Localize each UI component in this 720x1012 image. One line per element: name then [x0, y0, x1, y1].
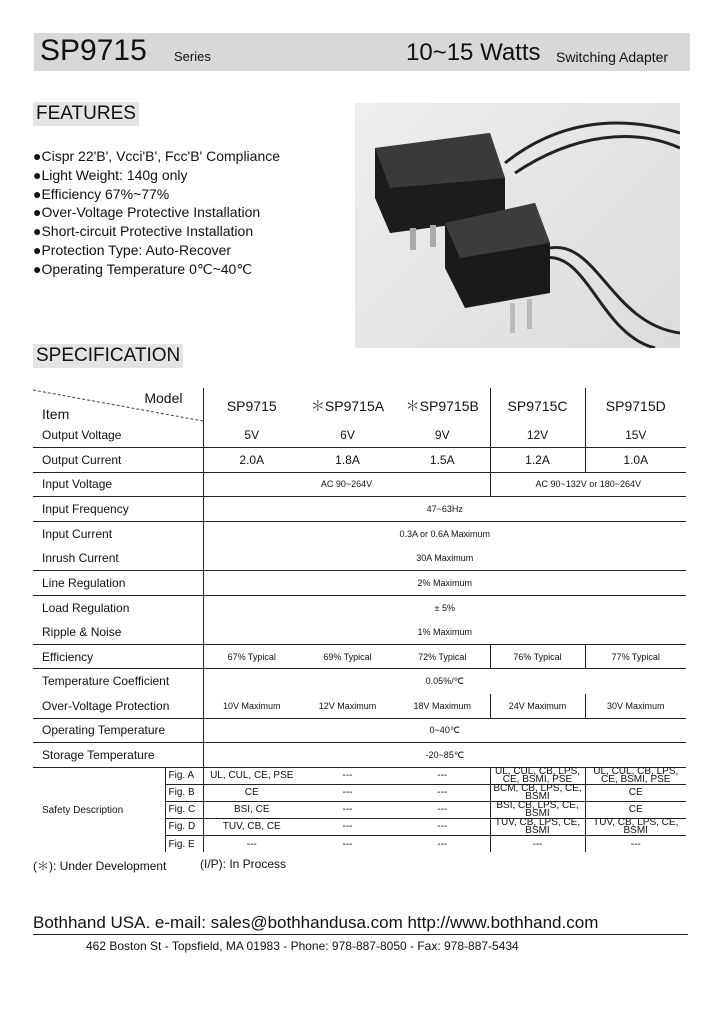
- table-cell: TUV, CB, LPS, CE, BSMI: [490, 818, 585, 835]
- table-cell: Over-Voltage Protection: [33, 694, 203, 719]
- table-cell: BSI, CB, LPS, CE, BSMI: [490, 801, 585, 818]
- table-cell: 1.0A: [585, 448, 686, 473]
- table-cell: CE: [585, 801, 686, 818]
- table-cell: 18V Maximum: [395, 694, 490, 719]
- in-process-note: (I/P): In Process: [200, 857, 287, 871]
- table-cell: 15V: [585, 423, 686, 448]
- model-header: ＊SP9715B: [395, 388, 490, 423]
- model-header: SP9715C: [490, 388, 585, 423]
- table-cell: Output Current: [33, 448, 203, 473]
- feature-item: ● Over-Voltage Protective Installation: [33, 203, 280, 222]
- table-row: [33, 743, 686, 768]
- features-list: [33, 147, 280, 279]
- table-cell: 1.5A: [395, 448, 490, 473]
- table-cell: ---: [490, 835, 585, 852]
- spec-table: [33, 388, 686, 852]
- feature-item: ● Operating Temperature 0℃~40℃: [33, 260, 280, 279]
- table-row: [33, 669, 686, 694]
- table-cell: ---: [395, 835, 490, 852]
- table-cell: 47~63Hz: [203, 497, 686, 522]
- table-row: [33, 620, 686, 645]
- table-cell: Fig. E: [165, 835, 203, 852]
- table-cell: Efficiency: [33, 644, 203, 669]
- model-header: ＊SP9715A: [310, 397, 385, 414]
- table-cell: UL, CUL, CB, LPS, CE, BSMI, PSE: [585, 767, 686, 784]
- company-address: 462 Boston St - Topsfield, MA 01983 - Phone: 978-887-8050 - Fax: 978-887-5434: [86, 939, 519, 953]
- title-bar: [34, 33, 690, 71]
- table-cell: Temperature Coefficient: [33, 669, 203, 694]
- table-cell: Fig. D: [165, 818, 203, 835]
- table-cell: ---: [395, 801, 490, 818]
- table-cell: 77% Typical: [585, 644, 686, 669]
- table-cell: ---: [300, 784, 395, 801]
- table-cell: Storage Temperature: [33, 743, 203, 768]
- table-cell: Output Voltage: [33, 423, 203, 448]
- table-cell: 69% Typical: [300, 644, 395, 669]
- table-header-row: [33, 388, 686, 423]
- specification-heading: SPECIFICATION: [33, 344, 183, 368]
- model-title: SP9715: [40, 34, 147, 67]
- table-cell: CE: [585, 784, 686, 801]
- table-row: [33, 472, 686, 497]
- table-cell: Line Regulation: [33, 571, 203, 596]
- table-cell: 67% Typical: [203, 644, 300, 669]
- table-row: [33, 521, 686, 546]
- table-row: [33, 644, 686, 669]
- feature-item: ● Short-circuit Protective Installation: [33, 222, 280, 241]
- table-cell: 1.2A: [490, 448, 585, 473]
- table-cell: Fig. C: [165, 801, 203, 818]
- table-cell: Safety Description: [42, 804, 124, 816]
- under-development-note: (＊): Under Development: [33, 859, 167, 873]
- table-cell: Fig. B: [165, 784, 203, 801]
- table-cell: ---: [630, 838, 641, 850]
- table-cell: ---: [300, 818, 395, 835]
- model-header: SP9715: [226, 397, 277, 414]
- table-cell: Fig. A: [165, 767, 203, 784]
- table-cell: 0.05%/℃: [425, 675, 464, 686]
- table-cell: ---: [246, 838, 257, 850]
- table-cell: 9V: [395, 423, 490, 448]
- footer-divider: [33, 934, 688, 935]
- table-cell: 1% Maximum: [203, 620, 686, 645]
- series-label: Series: [174, 49, 211, 64]
- company-contact: Bothhand USA. e-mail: sales@bothhandusa.com http://www.bothhand.com: [33, 913, 599, 932]
- table-row: [33, 595, 686, 620]
- table-row: [33, 423, 686, 448]
- table-cell: 2% Maximum: [203, 571, 686, 596]
- model-item-corner: Model Item: [33, 388, 203, 423]
- feature-item: ● Efficiency 67%~77%: [33, 185, 280, 204]
- adapter-image: [355, 103, 680, 348]
- table-cell: Ripple & Noise: [33, 620, 203, 645]
- table-cell: Input Voltage: [33, 472, 203, 497]
- product-type: Switching Adapter: [556, 49, 669, 65]
- feature-item: ● Cispr 22'B', Vcci'B', Fcc'B' Compliance: [33, 147, 280, 166]
- table-cell: 6V: [300, 423, 395, 448]
- table-cell: ± 5%: [434, 602, 455, 613]
- table-row: [33, 497, 686, 522]
- table-cell: 30A Maximum: [203, 546, 686, 571]
- features-heading: FEATURES: [33, 102, 139, 126]
- table-cell: 30V Maximum: [585, 694, 686, 719]
- table-row: [33, 448, 686, 473]
- model-header: SP9715D: [605, 397, 666, 414]
- product-photo: [355, 103, 680, 348]
- table-cell: UL, CUL, CB, LPS, CE, BSMI, PSE: [490, 767, 585, 784]
- table-cell: ---: [300, 767, 395, 784]
- table-cell: ---: [395, 767, 490, 784]
- power-rating: 10~15 Watts: [406, 39, 541, 66]
- table-cell: ---: [395, 818, 490, 835]
- table-row: [33, 546, 686, 571]
- table-cell: 2.0A: [203, 448, 300, 473]
- table-cell: 5V: [203, 423, 300, 448]
- feature-item: ● Light Weight: 140g only: [33, 166, 280, 185]
- table-cell: AC 90~132V or 180~264V: [490, 472, 686, 497]
- feature-item: ● Protection Type: Auto-Recover: [33, 241, 280, 260]
- table-cell: 10V Maximum: [203, 694, 300, 719]
- table-row: [33, 571, 686, 596]
- table-cell: 12V: [490, 423, 585, 448]
- table-cell: BCM, CB, LPS, CE, BSMI: [490, 784, 585, 801]
- table-row: [33, 694, 686, 719]
- table-cell: 0~40℃: [203, 718, 686, 743]
- table-cell: 72% Typical: [395, 644, 490, 669]
- table-cell: 76% Typical: [490, 644, 585, 669]
- table-cell: Inrush Current: [33, 546, 203, 571]
- table-cell: 12V Maximum: [300, 694, 395, 719]
- table-cell: CE: [203, 784, 300, 801]
- table-cell: UL, CUL, CE, PSE: [203, 767, 300, 784]
- table-cell: 1.8A: [300, 448, 395, 473]
- table-cell: BSI, CE: [203, 801, 300, 818]
- table-cell: AC 90~264V: [203, 472, 490, 497]
- table-cell: Input Frequency: [33, 497, 203, 522]
- table-cell: Input Current: [33, 521, 203, 546]
- table-cell: ---: [395, 784, 490, 801]
- table-cell: TUV, CB, LPS, CE, BSMI: [585, 818, 686, 835]
- safety-row: [33, 767, 686, 784]
- table-cell: -20~85℃: [203, 743, 686, 768]
- table-cell: 0.3A or 0.6A Maximum: [399, 528, 491, 539]
- table-row: [33, 718, 686, 743]
- table-cell: Load Regulation: [33, 595, 203, 620]
- table-cell: TUV, CB, CE: [203, 818, 300, 835]
- table-cell: Operating Temperature: [33, 718, 203, 743]
- table-cell: 24V Maximum: [490, 694, 585, 719]
- table-cell: ---: [342, 838, 353, 850]
- table-cell: ---: [300, 801, 395, 818]
